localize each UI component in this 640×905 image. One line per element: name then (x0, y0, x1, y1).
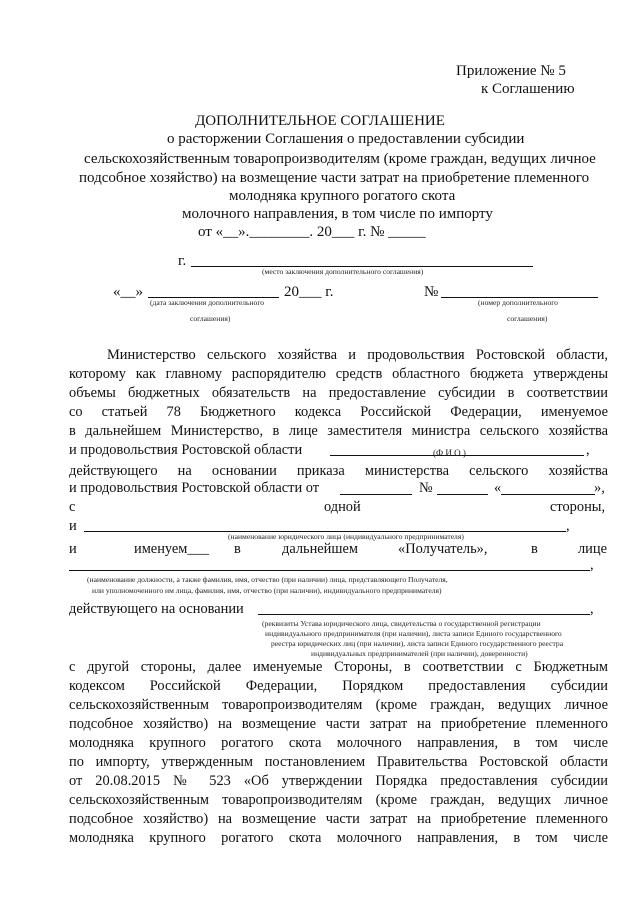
body-p2-line-6: по импорту, утвержденным постановлением Правительства Ростовской области (69, 754, 608, 770)
title-line-1: о расторжении Соглашения о предоставлении субсидии (167, 131, 525, 147)
side-one-word: одной (324, 499, 361, 515)
comma: , (586, 442, 590, 458)
place-caption: (место заключения дополнительного соглашения) (262, 267, 424, 276)
comma: , (566, 518, 570, 534)
named-person: лице (578, 541, 607, 557)
title-line-4: молодняка крупного рогатого скота (229, 188, 456, 204)
side-one-end: стороны, (550, 499, 606, 515)
organization-caption: (наименование юридического лица (индивидуального предпринимателя) (228, 532, 464, 541)
named-recipient: «Получатель», (398, 541, 488, 557)
basis-caption-3: реестра юридических лиц (при наличии), листа записи Единого государственного реестра (271, 639, 564, 648)
body-p1-line-3: объемы бюджетных обязательств на предоставление субсидии в соответствии (69, 385, 608, 401)
place-prefix: г. (178, 253, 187, 269)
side-one-c: с (69, 499, 76, 515)
body-p2-line-10: молодняка крупного рогатого скота молочного направления, в том числе (69, 830, 608, 846)
basis-caption-4: индивидуальных предпринимателей (при наличии), доверенности) (311, 649, 528, 658)
body-p2-line-5: молодняка крупного рогатого скота молочного направления, в том числе (69, 735, 608, 751)
body-p2-line-2: кодексом Российской Федерации, Порядком предоставления субсидии (69, 678, 608, 694)
order-extra-line[interactable] (501, 494, 595, 495)
body-p2-line-1: с другой стороны, далее именуемые Стороны, в соответствии с Бюджетным (69, 659, 608, 675)
acting-order-line: действующего на основании приказа министерства сельского хозяйства (69, 463, 608, 479)
named-in: в (234, 541, 241, 557)
named-further: дальнейшем (282, 541, 358, 557)
comma: , (590, 601, 594, 617)
title-date-number: от «__».________. 20___ г. № _____ (198, 224, 426, 240)
body-p1-line-2: которому как главному распорядителю средств областного бюджета утверждены (69, 366, 608, 382)
body-p2-line-9: подсобное хозяйство) на возмещение части затрат на приобретение племенного (69, 811, 608, 827)
and-word: и (69, 518, 77, 534)
agreement-day: «__» (113, 284, 143, 300)
body-p1-line-5: в дальнейшем Министерство, в лице заместителя министра сельского хозяйства (69, 423, 608, 439)
date-caption-2: соглашения) (190, 314, 231, 323)
body-p2-line-3: сельскохозяйственным товаропроизводителям (кроме граждан, ведущих личное (69, 697, 608, 713)
order-date-line[interactable] (340, 494, 412, 495)
named-in-2: в (531, 541, 538, 557)
acting-basis-label: действующего на основании (69, 601, 244, 617)
comma: , (590, 557, 594, 573)
order-prefix: и продовольствия Ростовской области от (69, 480, 320, 496)
number-sign: № (424, 284, 439, 300)
representative-caption-1: (наименование должности, а также фамилия, имя, отчество (при наличии) лица, представляющего Получателя, (87, 575, 448, 584)
fio-caption: (Ф.И.О.) (433, 448, 466, 458)
title-line-2: сельскохозяйственным товаропроизводителям (кроме граждан, ведущих личное (84, 151, 596, 167)
order-quote-close: », (594, 480, 605, 496)
body-p1-line-1: Министерство сельского хозяйства и продовольствия Ростовской области, (107, 347, 608, 363)
named-and: и (69, 541, 77, 557)
document-title: ДОПОЛНИТЕЛЬНОЕ СОГЛАШЕНИЕ (195, 113, 445, 129)
body-p1-line-6: и продовольствия Ростовской области (69, 442, 303, 458)
agreement-year: 20___ г. (284, 284, 334, 300)
basis-caption-2: индивидуального предпринимателя (при наличии), листа записи Единого государственного (265, 629, 562, 638)
number-caption-1: (номер дополнительного (478, 298, 558, 307)
body-p1-line-4: со статьей 78 Бюджетного кодекса Российской Федерации, именуемое (69, 404, 608, 420)
acting-basis-line[interactable] (258, 614, 590, 615)
body-p2-line-7: от 20.08.2015 № 523 «Об утверждении Порядка предоставления субсидии (69, 773, 608, 789)
representative-line[interactable] (69, 570, 590, 571)
number-caption-2: соглашения) (507, 314, 548, 323)
body-p2-line-4: подсобное хозяйство) на возмещение части затрат на приобретение племенного (69, 716, 608, 732)
title-line-5: молочного направления, в том числе по импорту (182, 206, 493, 222)
order-number-line[interactable] (437, 494, 488, 495)
order-quote-open: « (494, 480, 502, 496)
appendix-number: Приложение № 5 (456, 63, 566, 79)
title-line-3: подсобное хозяйство) на возмещение части затрат на приобретение племенного (79, 170, 590, 186)
named-word: именуем___ (134, 541, 209, 557)
representative-caption-2: или уполномоченного им лица, фамилия, имя, отчество (при наличии), индивидуального предпринимателя) (92, 586, 442, 595)
date-caption-1: (дата заключения дополнительного (150, 298, 265, 307)
appendix-agreement-ref: к Соглашению (481, 81, 575, 97)
body-p2-line-8: сельскохозяйственным товаропроизводителям (кроме граждан, ведущих личное (69, 792, 608, 808)
basis-caption-1: (реквизиты Устава юридического лица, свидетельства о государственной регистрации (262, 619, 541, 628)
order-number-sign: № (419, 480, 433, 496)
